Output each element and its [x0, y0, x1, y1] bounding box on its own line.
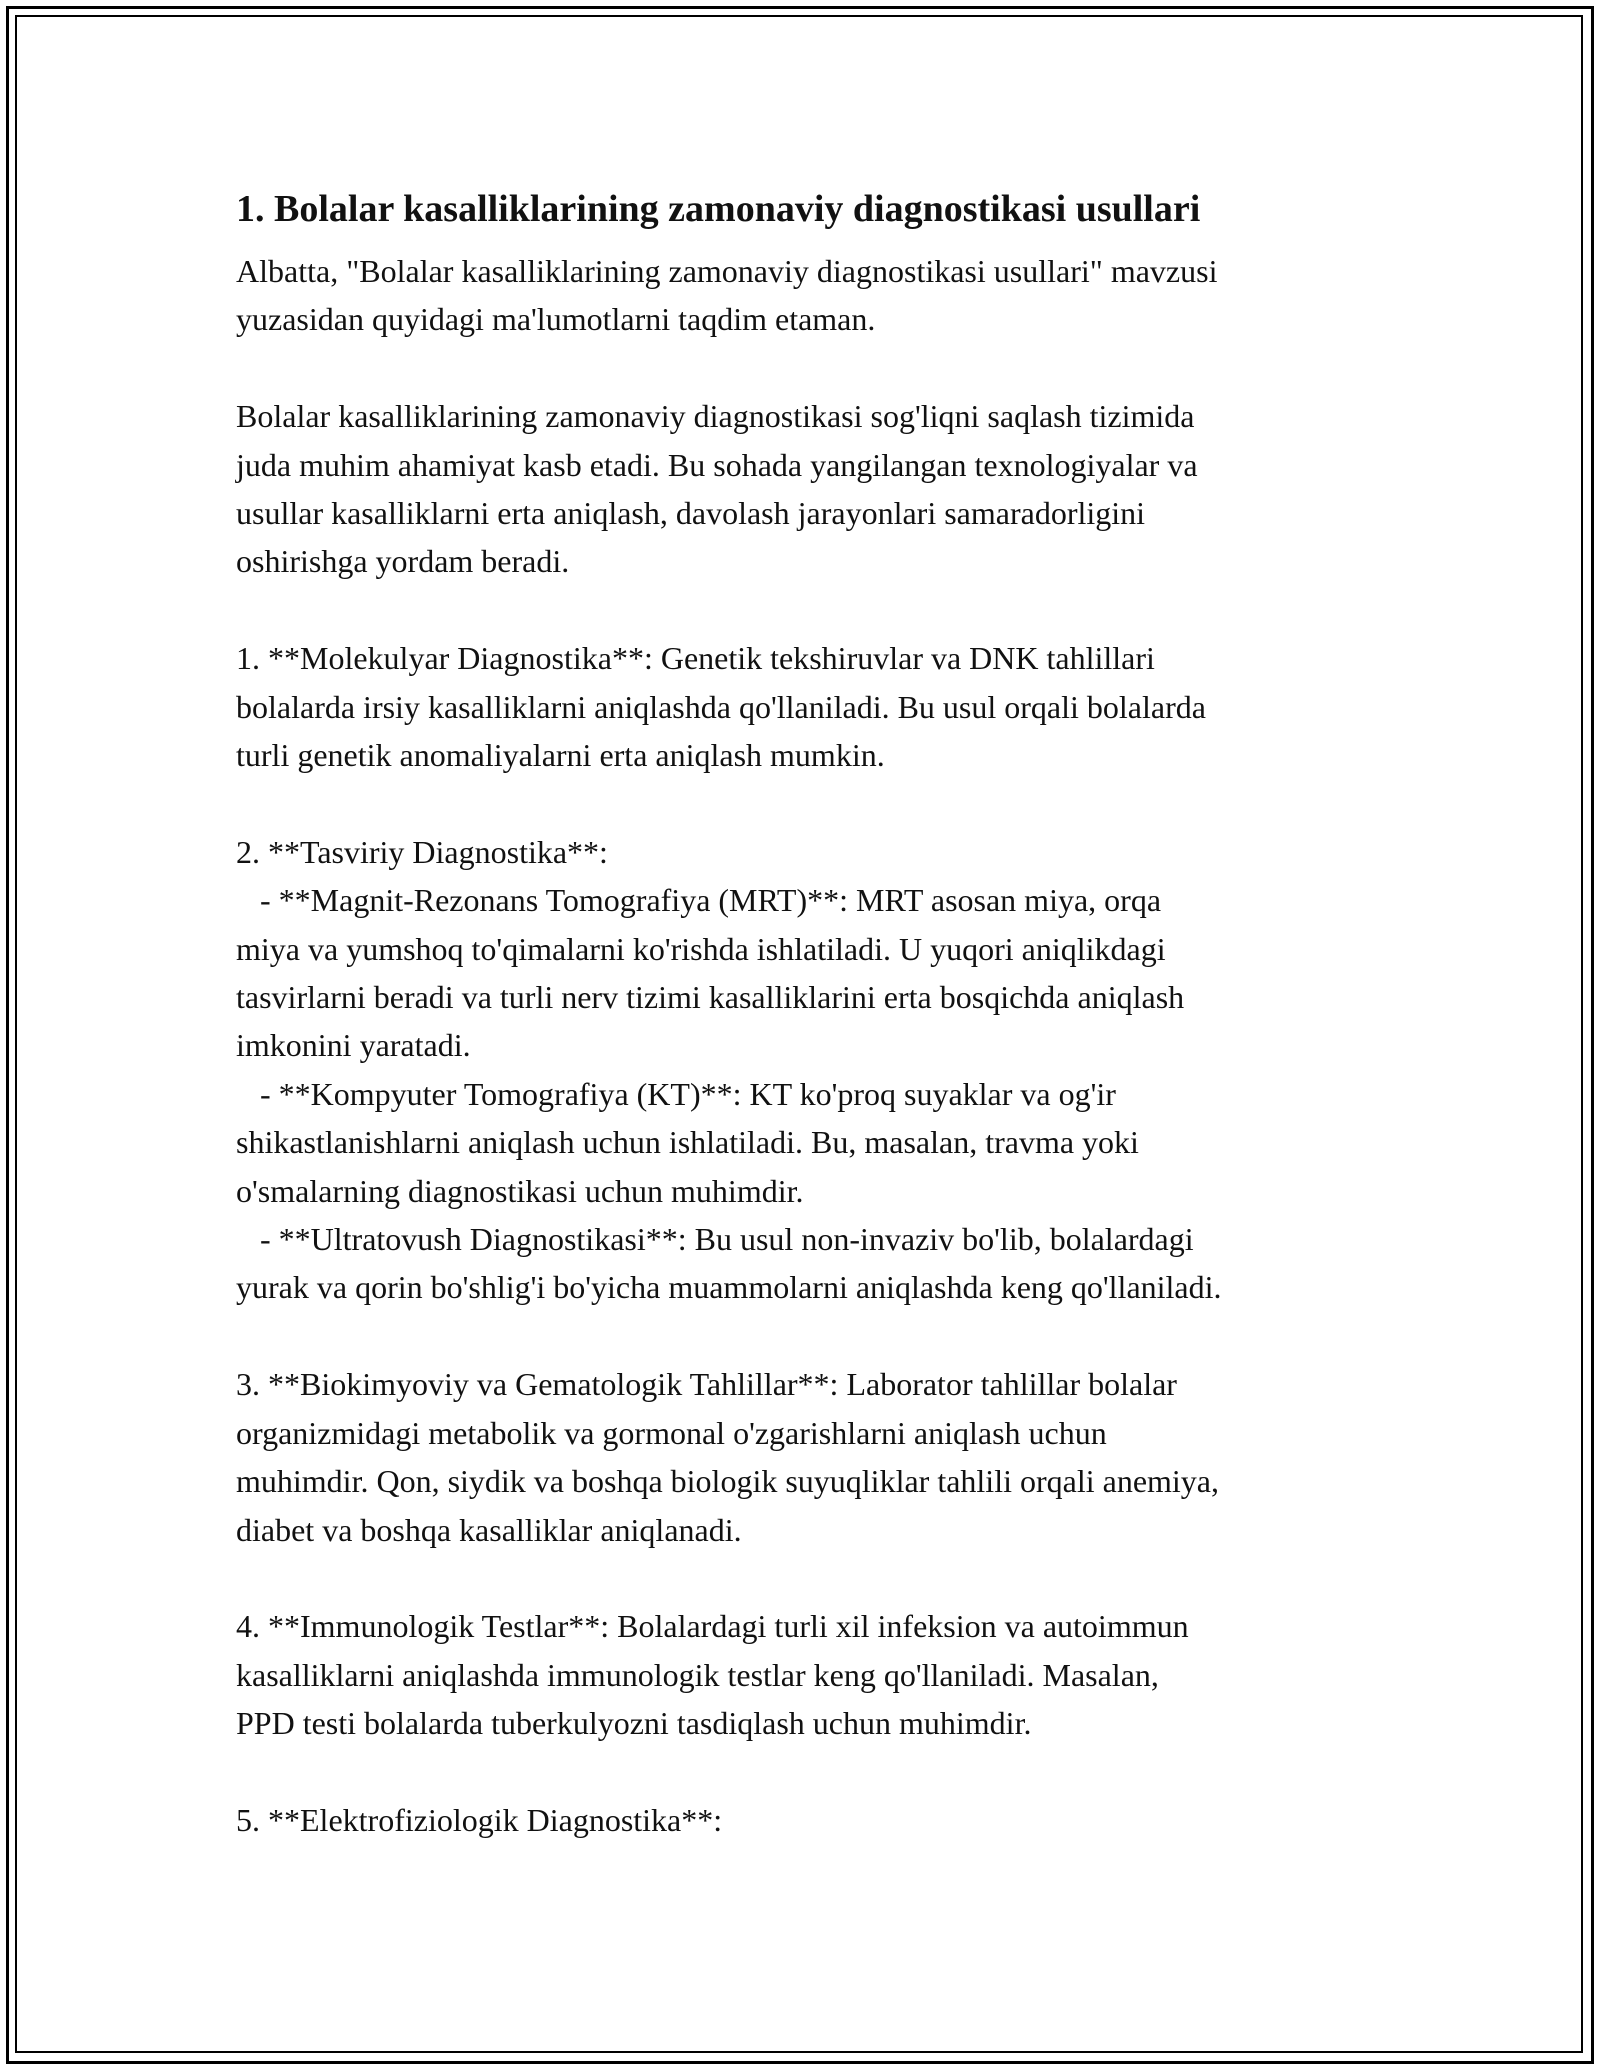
blank-line [236, 1312, 1386, 1360]
text-line: 1. **Molekulyar Diagnostika**: Genetik tekshiruvlar va DNK tahlillari [236, 640, 1155, 677]
text-line: 2. **Tasviriy Diagnostika**: [236, 833, 608, 870]
text-line: - **Magnit-Rezonans Tomografiya (MRT)**: MRT asosan miya, orqa [236, 882, 1162, 919]
text-line: muhimdir. Qon, siydik va boshqa biologik suyuqliklar tahlili orqali anemiya, [236, 1463, 1219, 1500]
blank-line [236, 344, 1386, 392]
text-line: kasalliklarni aniqlashda immunologik testlar keng qo'llaniladi. Masalan, [236, 1656, 1159, 1693]
blank-line [236, 1554, 1386, 1602]
text-line: PPD testi bolalarda tuberkulyozni tasdiqlash uchun muhimdir. [236, 1705, 1032, 1742]
blank-line [236, 586, 1386, 634]
text-line: miya va yumshoq to'qimalarni ko'rishda ishlatiladi. U yuqori aniqlikdagi [236, 930, 1166, 967]
text-line: bolalarda irsiy kasalliklarni aniqlashda qo'llaniladi. Bu usul orqali bolalarda [236, 688, 1206, 725]
text-line: turli genetik anomaliyalarni erta aniqlash mumkin. [236, 737, 885, 774]
text-line: usullar kasalliklarni erta aniqlash, davolash jarayonlari samaradorligini [236, 495, 1146, 532]
text-line: yuzasidan quyidagi ma'lumotlarni taqdim etaman. [236, 301, 876, 338]
text-line: Bolalar kasalliklarining zamonaviy diagnostikasi sog'liqni saqlash tizimida [236, 398, 1195, 435]
text-line: organizmidagi metabolik va gormonal o'zgarishlarni aniqlash uchun [236, 1414, 1107, 1451]
document-body [236, 185, 1386, 1844]
text-line: oshirishga yordam beradi. [236, 543, 570, 580]
text-line: 5. **Elektrofiziologik Diagnostika**: [236, 1801, 723, 1838]
text-line: yurak va qorin bo'shlig'i bo'yicha muammolarni aniqlashda keng qo'llaniladi. [236, 1269, 1222, 1306]
text-line: imkonini yaratadi. [236, 1027, 471, 1064]
text-line: tasvirlarni beradi va turli nerv tizimi kasalliklarini erta bosqichda aniqlash [236, 979, 1185, 1016]
text-line: - **Ultratovush Diagnostikasi**: Bu usul non-invaziv bo'lib, bolalardagi [236, 1221, 1194, 1258]
document-title: 1. Bolalar kasalliklarining zamonaviy diagnostikasi usullari [236, 188, 1201, 230]
text-line: 4. **Immunologik Testlar**: Bolalardagi turli xil infeksion va autoimmun [236, 1608, 1189, 1645]
text-line: - **Kompyuter Tomografiya (KT)**: KT ko'proq suyaklar va og'ir [236, 1075, 1116, 1112]
text-line: Albatta, "Bolalar kasalliklarining zamonaviy diagnostikasi usullari" mavzusi [236, 253, 1218, 289]
text-line: 3. **Biokimyoviy va Gematologik Tahlillar**: Laborator tahlillar bolalar [236, 1366, 1177, 1403]
blank-line [236, 779, 1386, 827]
text-line: shikastlanishlarni aniqlash uchun ishlatiladi. Bu, masalan, travma yoki [236, 1124, 1139, 1161]
text-line: o'smalarning diagnostikasi uchun muhimdir. [236, 1172, 804, 1209]
text-line: diabet va boshqa kasalliklar aniqlanadi. [236, 1511, 742, 1548]
blank-line [236, 1748, 1386, 1796]
text-line: juda muhim ahamiyat kasb etadi. Bu sohada yangilangan texnologiyalar va [236, 446, 1198, 483]
